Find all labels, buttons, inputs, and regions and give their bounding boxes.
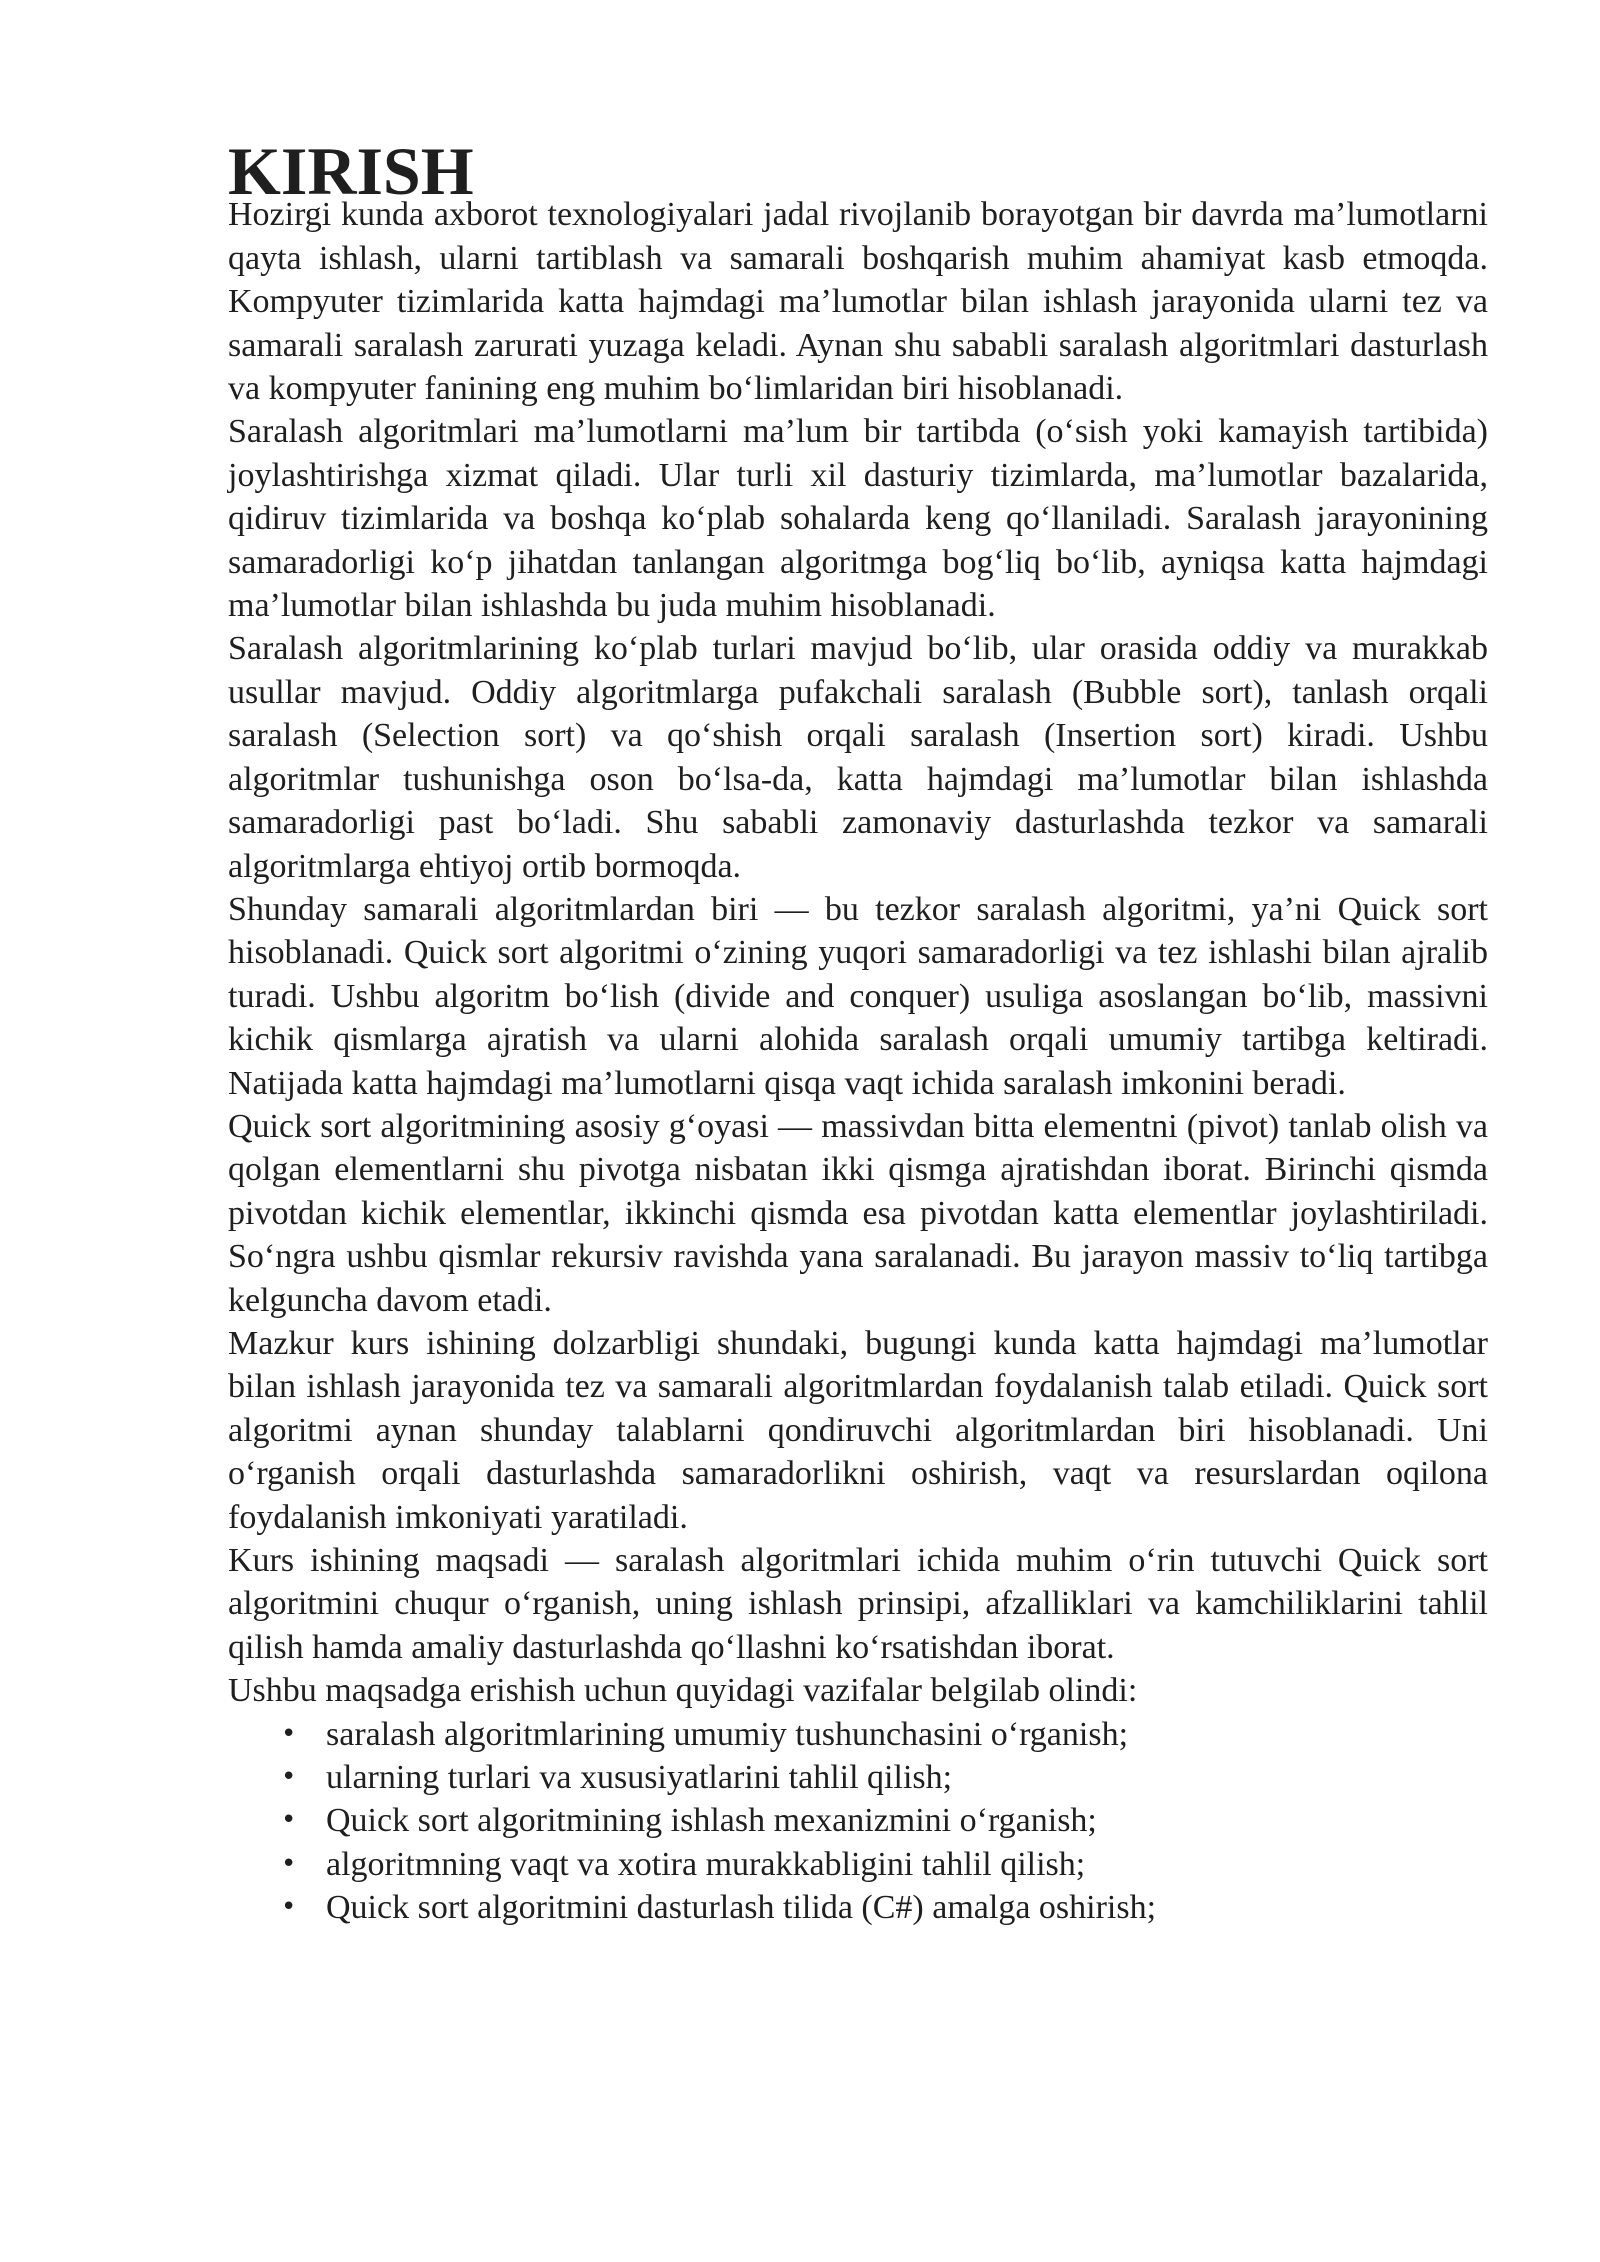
bullet-icon: • [281,1848,297,1879]
task-list-item [228,1713,1488,1756]
bullet-icon: • [281,1762,297,1793]
task-text: algoritmning vaqt va xotira murakkabligini tahlil qilish; [326,1845,1086,1883]
bullet-icon: • [281,1892,297,1923]
paragraph-intro: Hozirgi kunda axborot texnologiyalari jadal rivojlanib borayotgan bir davrda ma’lumotlarni qayta ishlash, ularni tartiblash va samarali boshqarish muhim ahamiyat kasb etmoqda. Kompyuter tizimlarida katta hajmdagi ma’lumotlar bilan ishlash jarayonida ularni tez va samarali saralash zarurati yuzaga keladi. Aynan shu sababli saralash algoritmlari dasturlash va kompyuter fanining eng muhim bo‘limlaridan biri hisoblanadi. [228,196,1488,408]
document-page [228,133,1488,1930]
paragraph-sorting-purpose: Saralash algoritmlari ma’lumotlarni ma’lum bir tartibda (o‘sish yoki kamayish tartibida) joylashtirishga xizmat qiladi. Ular turli xil dasturiy tizimlarda, ma’lumotlar bazalarida, qidiruv tizimlarida va boshqa ko‘plab sohalarda keng qo‘llaniladi. Saralash jarayonining samaradorligi ko‘p jihatdan tanlangan algoritmga bog‘liq bo‘lib, ayniqsa katta hajmdagi ma’lumotlar bilan ishlashda bu juda muhim hisoblanadi. [228,413,1488,625]
paragraph-relevance: Mazkur kurs ishining dolzarbligi shundaki, bugungi kunda katta hajmdagi ma’lumotlar bilan ishlash jarayonida tez va samarali algoritmlardan foydalanish talab etiladi. Quick sort algoritmi aynan shunday talablarni qondiruvchi algoritmlardan biri hisoblanadi. Uni o‘rganish orqali dasturlashda samaradorlikni oshirish, vaqt va resurslardan oqilona foydalanish imkoniyati yaratiladi. [228,1324,1488,1536]
paragraph-sorting-types: Saralash algoritmlarining ko‘plab turlari mavjud bo‘lib, ular orasida oddiy va murakkab usullar mavjud. Oddiy algoritmlarga pufakchali saralash (Bubble sort), tanlash orqali saralash (Selection sort) va qo‘shish orqali saralash (Insertion sort) kiradi. Ushbu algoritmlar tushunishga oson bo‘lsa-da, katta hajmdagi ma’lumotlar bilan ishlashda samaradorligi past bo‘ladi. Shu sababli zamonaviy dasturlashda tezkor va samarali algoritmlarga ehtiyoj ortib bormoqda. [228,630,1488,885]
task-text: Quick sort algoritmini dasturlash tilida (C#) amalga oshirish; [326,1889,1157,1927]
paragraph-quick-sort-intro: Shunday samarali algoritmlardan biri — bu tezkor saralash algoritmi, ya’ni Quick sort hisoblanadi. Quick sort algoritmi o‘zining yuqori samaradorligi va tez ishlashi bilan ajralib turadi. Ushbu algoritm bo‘lish (divide and conquer) usuliga asoslangan bo‘lib, massivni kichik qismlarga ajratish va ularni alohida saralash orqali umumiy tartibga keltiradi. Natijada katta hajmdagi ma’lumotlarni qisqa vaqt ichida saralash imkonini beradi. [228,890,1488,1102]
section-heading: KIRISH [228,133,474,209]
task-list-item [228,1843,1488,1886]
task-text: ularning turlari va xususiyatlarini tahlil qilish; [326,1759,953,1797]
task-list [228,1713,1488,1930]
task-text: Quick sort algoritmining ishlash mexanizmini o‘rganish; [326,1802,1097,1840]
task-list-item [228,1756,1488,1799]
task-list-item [228,1886,1488,1929]
paragraph-goal: Kurs ishining maqsadi — saralash algoritmlari ichida muhim o‘rin tutuvchi Quick sort algoritmini chuqur o‘rganish, uning ishlash prinsipi, afzalliklari va kamchiliklarini tahlil qilish hamda amaliy dasturlashda qo‘llashni ko‘rsatishdan iborat. [228,1542,1488,1666]
bullet-icon: • [281,1805,297,1836]
bullet-icon: • [281,1718,297,1749]
paragraph-quick-sort-idea: Quick sort algoritmining asosiy g‘oyasi — massivdan bitta elementni (pivot) tanlab olish va qolgan elementlarni shu pivotga nisbatan ikki qismga ajratishdan iborat. Birinchi qismda pivotdan kichik elementlar, ikkinchi qismda esa pivotdan katta elementlar joylashtiriladi. So‘ngra ushbu qismlar rekursiv ravishda yana saralanadi. Bu jarayon massiv to‘liq tartibga kelguncha davom etadi. [228,1107,1488,1319]
task-list-item [228,1799,1488,1842]
paragraph-tasks-intro: Ushbu maqsadga erishish uchun quyidagi vazifalar belgilab olindi: [228,1672,1138,1710]
task-text: saralash algoritmlarining umumiy tushunchasini o‘rganish; [326,1715,1129,1753]
